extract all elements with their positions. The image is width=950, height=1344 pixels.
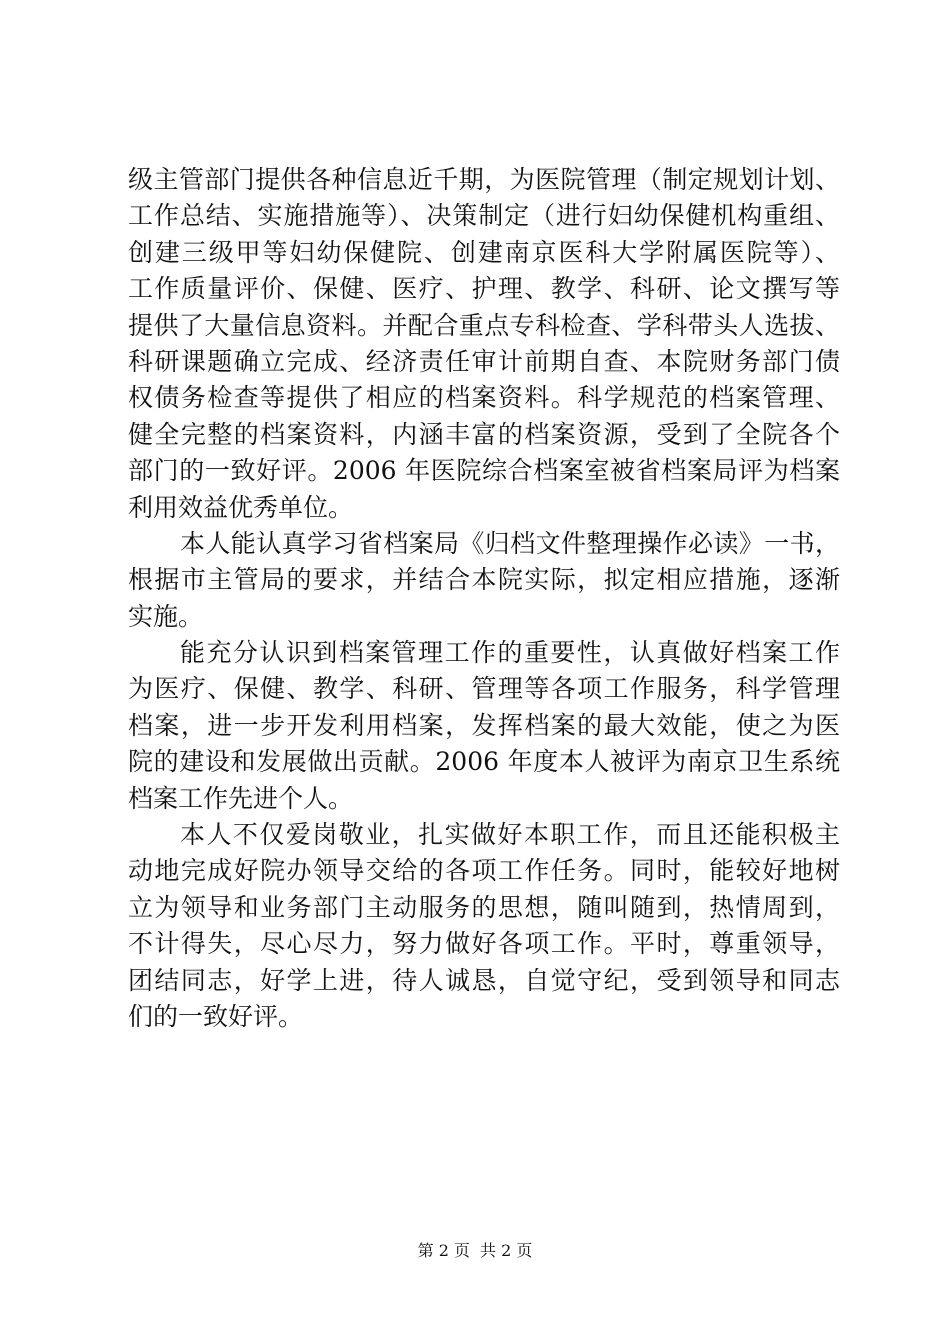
text-line: 团结同志，好学上进，待人诚恳，自觉守纪，受到领导和同志 (128, 965, 840, 995)
text-line: 部门的一致好评。2006 年医院综合档案室被省档案局评为档案 (128, 456, 840, 486)
text-line: 院的建设和发展做出贡献。2006 年度本人被评为南京卫生系统 (128, 747, 840, 777)
text-line: 为医疗、保健、教学、科研、管理等各项工作服务，科学管理 (128, 674, 840, 704)
text-line: 工作总结、实施措施等）、决策制定（进行妇幼保健机构重组、 (128, 201, 840, 231)
text-line: 根据市主管局的要求，并结合本院实际，拟定相应措施，逐渐 (128, 565, 840, 595)
page-number: 第 2 页 (417, 1241, 470, 1260)
text-line: 创建三级甲等妇幼保健院、创建南京医科大学附属医院等）、 (128, 237, 840, 267)
text-line: 权债务检查等提供了相应的档案资料。科学规范的档案管理、 (128, 383, 840, 413)
document-body (128, 162, 840, 1035)
text-line: 实施。 (128, 601, 204, 631)
text-line: 健全完整的档案资料，内涵丰富的档案资源，受到了全院各个 (128, 419, 840, 449)
text-line: 工作质量评价、保健、医疗、护理、教学、科研、论文撰写等 (128, 274, 840, 304)
text-line: 利用效益优秀单位。 (128, 492, 354, 522)
text-line: 档案，进一步开发利用档案，发挥档案的最大效能，使之为医 (128, 710, 840, 740)
text-line: 级主管部门提供各种信息近千期，为医院管理（制定规划计划、 (128, 165, 840, 194)
text-line: 科研课题确立完成、经济责任审计前期自查、本院财务部门债 (128, 346, 840, 376)
text-line: 提供了大量信息资料。并配合重点专科检查、学科带头人选拔、 (128, 310, 840, 340)
text-line: 立为领导和业务部门主动服务的思想，随叫随到，热情周到， (128, 892, 840, 922)
text-line: 们的一致好评。 (128, 1001, 304, 1031)
text-line: 档案工作先进个人。 (128, 783, 354, 813)
page-footer (0, 1240, 950, 1262)
text-line: 动地完成好院办领导交给的各项工作任务。同时，能较好地树 (128, 856, 840, 886)
paragraph-first-line: 本人不仅爱岗敬业，扎实做好本职工作，而且还能积极主 (180, 820, 840, 850)
text-line: 不计得失，尽心尽力，努力做好各项工作。平时，尊重领导， (128, 929, 840, 959)
page-total: 共 2 页 (480, 1241, 533, 1260)
paragraph-first-line: 本人能认真学习省档案局《归档文件整理操作必读》一书， (180, 528, 840, 558)
paragraph-first-line: 能充分认识到档案管理工作的重要性，认真做好档案工作 (180, 638, 840, 668)
